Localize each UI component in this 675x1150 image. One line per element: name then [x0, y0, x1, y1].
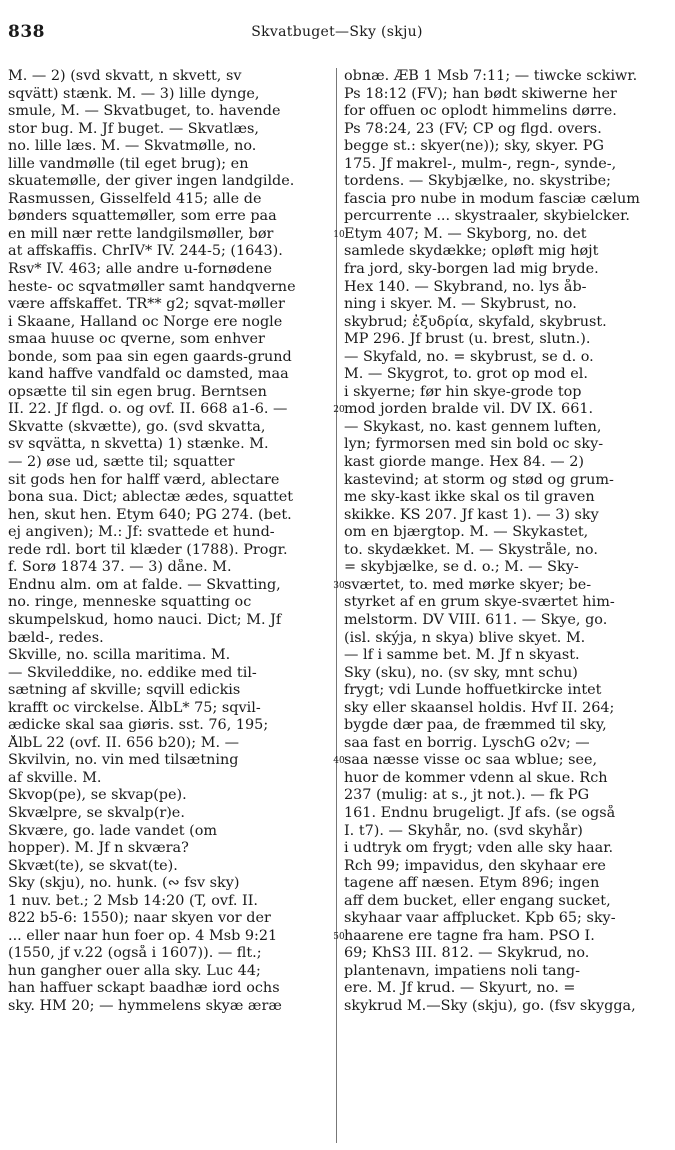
right_column-line: tordens. — Skybjælke, no. skystribe;: [344, 173, 612, 190]
right_column-line: for offuen oc oplodt himmelins dørre.: [344, 103, 617, 120]
left_column-line: heste- oc sqvatmøller samt handqverne: [8, 278, 296, 295]
left_column-line: Rsv* IV. 463; alle andre u-fornødene: [8, 261, 273, 278]
right_column-line: — lf i samme bet. M. Jf n skyast.: [344, 647, 580, 664]
left_column-line: hun gangher ouer alla sky. Luc 44;: [8, 962, 261, 979]
left_column-line: skumpelskud, homo nauci. Dict; M. Jf: [8, 611, 282, 628]
left_column-line: no. lille læs. M. — Skvatmølle, no.: [8, 138, 257, 155]
right_column-line: — Skyfald, no. = skybrust, se d. o.: [344, 348, 594, 365]
left_column-line: han haffuer sckapt baadhæ iord ochs: [8, 980, 280, 997]
left_column-line: være affskaffet. TR** g2; sqvat-møller: [8, 296, 285, 313]
left_column-line: stor bug. M. Jf buget. — Skvatlæs,: [8, 120, 259, 137]
right_column-line: I. t7). — Skyhår, no. (svd skyhår): [344, 822, 583, 839]
left_column-line: opsætte til sin egen brug. Berntsen: [8, 383, 267, 400]
left_column-line: sit gods hen for halff værd, ablectare: [8, 471, 280, 488]
left_column-line: ej angiven); M.: Jf: svattede et hund-: [8, 524, 275, 541]
right_column-line: melstorm. DV VIII. 611. — Skye, go.: [344, 611, 608, 628]
right_column-line: saa næsse visse oc saa wblue; see,: [344, 752, 598, 769]
left_column-line: Sky (skju), no. hunk. (∾ fsv sky): [8, 875, 240, 892]
left_column-line: af skville. M.: [8, 769, 102, 786]
right_column-line: begge st.: skyer(ne)); sky, skyer. PG: [344, 138, 604, 155]
right_column-line: i skyerne; før hin skye-grode top: [344, 383, 582, 400]
right_column-line: 161. Endnu brugeligt. Jf afs. (se også: [344, 804, 616, 821]
left_column-line: bonde, som paa sin egen gaards-grund: [8, 348, 292, 365]
left_column-line: i Skaane, Halland oc Norge ere nogle: [8, 313, 283, 330]
right_column-line: plantenavn, impatiens noli tang-: [344, 962, 580, 979]
left_column-line: no. ringe, menneske squatting oc: [8, 594, 252, 611]
left_column-line: Skvatte (skvætte), go. (svd skvatta,: [8, 418, 266, 435]
right_column-line: om en bjærgtop. M. — Skykastet,: [344, 524, 589, 541]
right_column-line: Etym 407; M. — Skyborg, no. det: [344, 225, 587, 242]
left_column-line: Skvilvin, no. vin med tilsætning: [8, 752, 239, 769]
right_column-line: lyn; fyrmorsen med sin bold oc sky-: [344, 436, 604, 453]
right_column-line: MP 296. Jf brust (u. brest, slutn.).: [344, 331, 591, 348]
right_column-line: aff dem bucket, eller engang sucket,: [344, 892, 611, 909]
right_column-line: huor de kommer vdenn al skue. Rch: [344, 769, 608, 786]
left_column-line: II. 22. Jf flgd. o. og ovf. II. 668 a1-6. —: [8, 401, 288, 418]
page-header: [8, 22, 666, 46]
left_column-line: Skvop(pe), se skvap(pe).: [8, 787, 187, 804]
right_column-line: Hex 140. — Skybrand, no. lys åb-: [344, 278, 587, 295]
right_column-line: skyhaar vaar affplucket. Kpb 65; sky-: [344, 910, 616, 927]
right_column-line: ning i skyer. M. — Skybrust, no.: [344, 296, 577, 313]
right_column-line: ere. M. Jf krud. — Skyurt, no. =: [344, 980, 576, 997]
left_column-line: — 2) øse ud, sætte til; squatter: [8, 454, 235, 471]
running-head: Skvatbuget—Sky (skju): [251, 24, 423, 40]
left_column-line: sky. HM 20; — hymmelens skyæ æræ: [8, 997, 282, 1014]
left_column-line: sætning af skville; sqvill edickis: [8, 682, 241, 699]
right_column-line: mod jorden bralde vil. DV IX. 661.: [344, 401, 594, 418]
line-number-50: 50: [333, 931, 345, 942]
left_column-line: Rasmussen, Gisselfeld 415; alle de: [8, 190, 262, 207]
left_column-line: bona sua. Dict; ablectæ ædes, squattet: [8, 489, 294, 506]
left_column-line: M. — 2) (svd skvatt, n skvett, sv: [8, 68, 242, 84]
left_column-line: Endnu alm. om at falde. — Skvatting,: [8, 576, 281, 593]
right_column-line: Ps 78:24, 23 (FV; CP og flgd. overs.: [344, 120, 602, 137]
line-number-40: 40: [333, 756, 345, 767]
right_column-line: to. skydækket. M. — Skystråle, no.: [344, 541, 598, 558]
right_column-line: frygt; vdi Lunde hoffuetkircke intet: [344, 682, 602, 699]
right_column-line: fascia pro nube in modum fasciæ cælum: [344, 190, 640, 207]
right_column-line: obnæ. ÆB 1 Msb 7:11; — tiwcke sckiwr.: [344, 68, 638, 84]
right_column-line: i udtryk om frygt; vden alle sky haar.: [344, 840, 614, 857]
left_column-line: Skvæt(te), se skvat(te).: [8, 857, 178, 874]
right_column-line: skykrud M.—Sky (skju), go. (fsv skygga,: [344, 997, 636, 1014]
right_column-line: saa fast en borrig. LyschG o2v; —: [344, 734, 590, 751]
left_column-line: rede rdl. bort til klæder (1788). Progr.: [8, 541, 288, 558]
right_column-line: 175. Jf makrel-, mulm-, regn-, synde-,: [344, 155, 617, 172]
right_column-line: sværtet, to. med mørke skyer; be-: [344, 576, 592, 593]
right_column-line: kast giorde mange. Hex 84. — 2): [344, 454, 585, 471]
right_column-line: haarene ere tagne fra ham. PSO I.: [344, 927, 595, 944]
right_column-line: (isl. skýja, n skya) blive skyet. M.: [344, 629, 586, 646]
left_column-line: bønders squattemøller, som erre paa: [8, 208, 277, 225]
right_column-line: skikke. KS 207. Jf kast 1). — 3) sky: [344, 506, 599, 523]
right_column-line: = skybjælke, se d. o.; M. — Sky-: [344, 559, 579, 576]
right_column-line: Ps 18:12 (FV); han bødt skiwerne her: [344, 85, 617, 102]
right_column-line: fra jord, sky-borgen lad mig bryde.: [344, 261, 599, 278]
line-number-20: 20: [333, 405, 345, 416]
right_column-line: samlede skydække; opløft mig højt: [344, 243, 599, 260]
right_column-line: — Skykast, no. kast gennem luften,: [344, 418, 602, 435]
right_column-line: bygde dær paa, de fræmmed til sky,: [344, 717, 607, 734]
right_column-line: tagene aff næsen. Etym 896; ingen: [344, 875, 600, 892]
right_column-line: styrket af en grum skye-sværtet him-: [344, 594, 615, 611]
right_column-line: M. — Skygrot, to. grot op mod el.: [344, 366, 588, 383]
right-column: [344, 68, 666, 1143]
left_column-line: f. Sorø 1874 37. — 3) dåne. M.: [8, 559, 232, 576]
left_column-line: sv sqvätta, n skvetta) 1) stænke. M.: [8, 436, 269, 453]
left_column-line: lille vandmølle (til eget brug); en: [8, 155, 249, 172]
left_column-line: 1 nuv. bet.; 2 Msb 14:20 (T, ovf. II.: [8, 892, 258, 909]
left_column-line: — Skvileddike, no. eddike med til-: [8, 664, 257, 681]
right_column-line: percurrente ... skystraaler, skybielcker.: [344, 208, 630, 225]
left_column-line: smaa huuse oc qverne, som enhver: [8, 331, 265, 348]
left_column-line: sqvätt) stænk. M. — 3) lille dynge,: [8, 85, 260, 102]
left_column-line: ... eller naar hun foer op. 4 Msb 9:21: [8, 927, 278, 944]
left_column-line: hen, skut hen. Etym 640; PG 274. (bet.: [8, 506, 292, 523]
left_column-line: bæld-, redes.: [8, 629, 104, 646]
left_column-line: at affskaffis. ChrIV* IV. 244-5; (1643).: [8, 243, 283, 260]
right_column-line: Sky (sku), no. (sv sky, mnt schu): [344, 664, 578, 681]
page-number: 838: [8, 22, 45, 42]
left_column-line: Skvære, go. lade vandet (om: [8, 822, 218, 839]
left_column-line: Skvælpre, se skvalp(r)e.: [8, 804, 185, 821]
left_column-line: (1550, jf v.22 (også i 1607)). — flt.;: [8, 945, 262, 962]
left_column-line: skuatemølle, der giver ingen landgilde.: [8, 173, 295, 190]
right_column-line: me sky-kast ikke skal os til graven: [344, 489, 595, 506]
right_column-line: kastevind; at storm og stød og grum-: [344, 471, 614, 488]
left_column-line: krafft oc virckelse. ÅlbL* 75; sqvil-: [8, 699, 261, 716]
left_column-line: smule, M. — Skvatbuget, to. havende: [8, 103, 281, 120]
right_column-line: sky eller skaansel holdis. Hvf II. 264;: [344, 699, 615, 716]
left_column-line: Skville, no. scilla maritima. M.: [8, 647, 231, 664]
left_column-line: ÅlbL 22 (ovf. II. 656 b20); M. —: [8, 734, 239, 751]
left_column-line: en mill nær rette landgilsmøller, bør: [8, 225, 274, 242]
left_column-line: ædicke skal saa giøris. sst. 76, 195;: [8, 717, 269, 734]
left_column-line: hopper). M. Jf n skværa?: [8, 840, 189, 857]
line-number-30: 30: [333, 580, 345, 591]
right_column-line: 237 (mulig: at s., jt not.). — fk PG: [344, 787, 590, 804]
right_column-line: 69; KhS3 III. 812. — Skykrud, no.: [344, 945, 590, 962]
right_column-line: skybrud; ἐξυδρία, skyfald, skybrust.: [344, 313, 607, 330]
left_column-line: 822 b5-6: 1550); naar skyen vor der: [8, 910, 271, 927]
line-number-10: 10: [333, 229, 345, 240]
right_column-line: Rch 99; impavidus, den skyhaar ere: [344, 857, 606, 874]
left-column: [8, 68, 330, 1143]
left_column-line: kand haffve vandfald oc damsted, maa: [8, 366, 289, 383]
